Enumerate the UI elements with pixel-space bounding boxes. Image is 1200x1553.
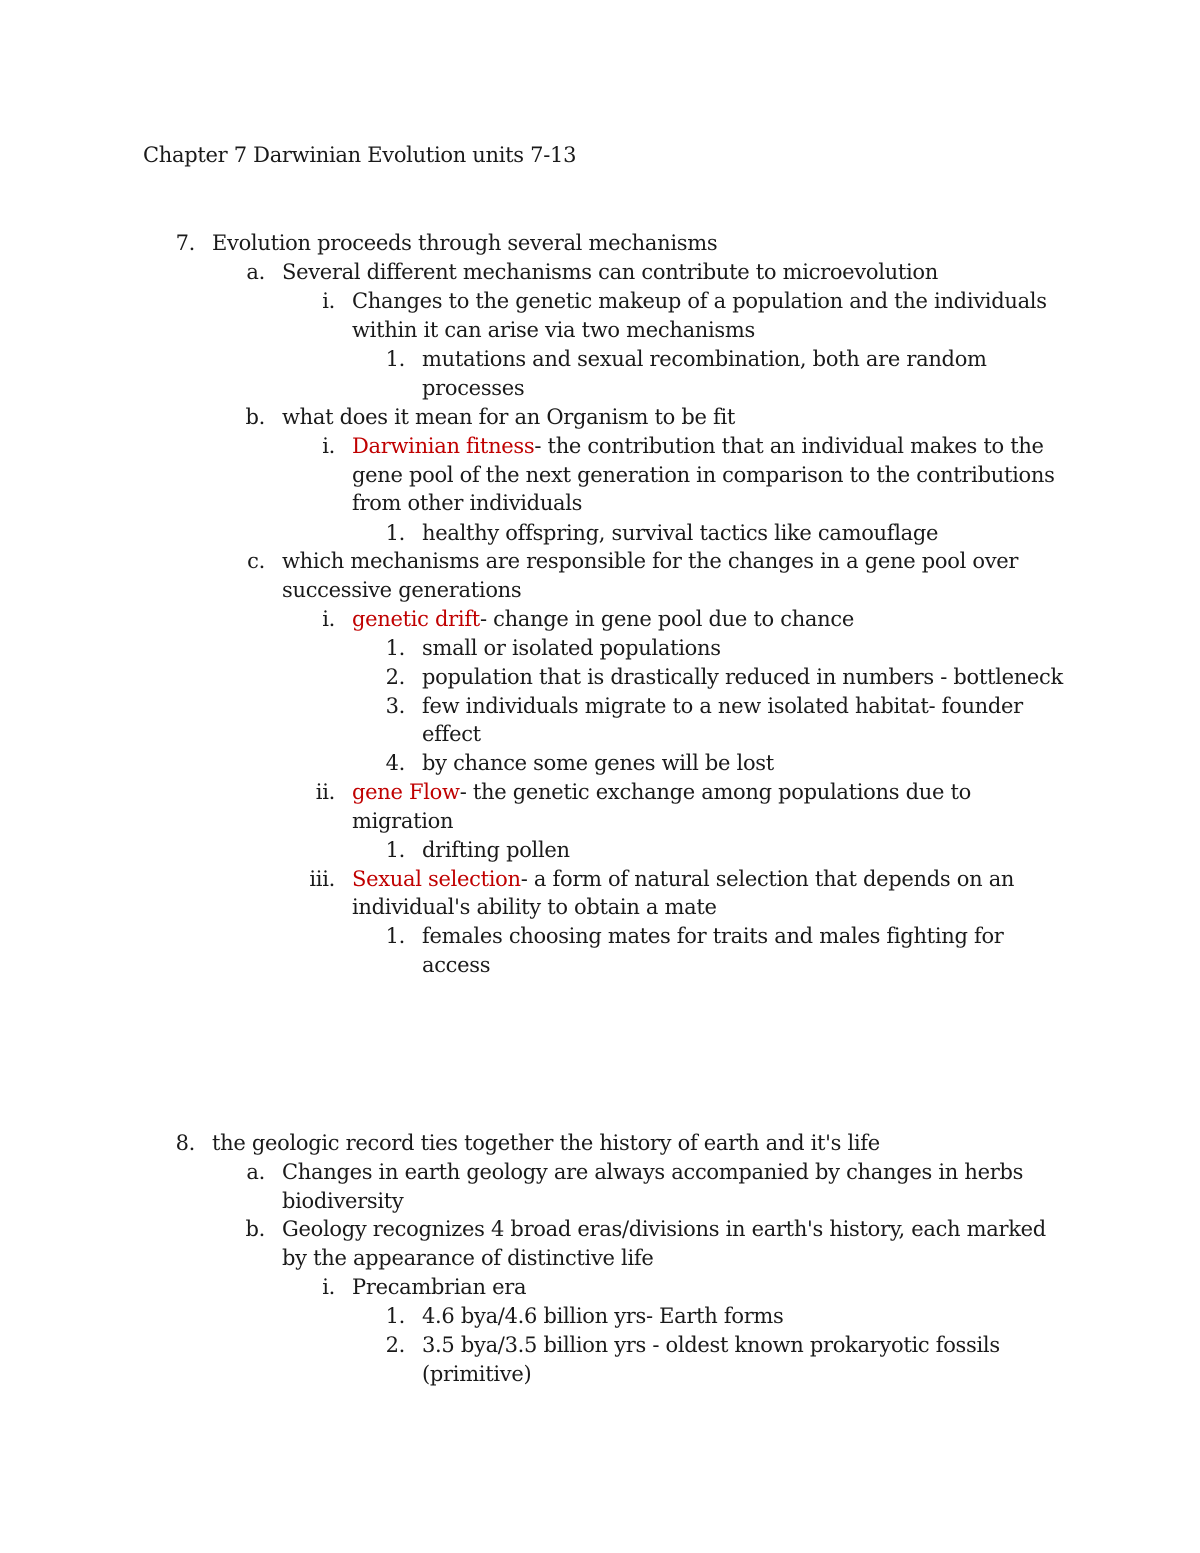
outline-item bbox=[352, 489, 582, 518]
list-marker: iii. bbox=[309, 867, 335, 891]
item-text: by the appearance of distinctive life bbox=[282, 1246, 654, 1270]
outline-item bbox=[422, 374, 524, 403]
list-marker: 2. bbox=[385, 1333, 405, 1357]
key-term: gene Flow bbox=[352, 780, 460, 804]
item-text: processes bbox=[422, 376, 525, 400]
outline-item bbox=[385, 519, 939, 548]
item-text: Precambrian era bbox=[352, 1275, 527, 1299]
item-text: successive generations bbox=[282, 578, 522, 602]
outline-item bbox=[352, 316, 755, 345]
list-marker: 4. bbox=[385, 751, 405, 775]
item-text: mutations and sexual recombination, both are random bbox=[422, 347, 987, 371]
item-text: small or isolated populations bbox=[422, 636, 721, 660]
item-text: which mechanisms are responsible for the changes in a gene pool over bbox=[282, 549, 1019, 573]
list-marker: 2. bbox=[385, 665, 405, 689]
item-text: (primitive) bbox=[422, 1362, 532, 1386]
list-marker: 3. bbox=[385, 694, 405, 718]
outline-item bbox=[385, 749, 774, 778]
list-marker: ii. bbox=[315, 780, 335, 804]
outline-item bbox=[352, 461, 1055, 490]
item-text: Changes to the genetic makeup of a population and the individuals bbox=[352, 289, 1047, 313]
outline-item bbox=[322, 287, 1047, 316]
item-text: from other individuals bbox=[352, 491, 583, 515]
outline-item bbox=[352, 807, 453, 836]
item-text: what does it mean for an Organism to be fit bbox=[282, 405, 735, 429]
list-marker: 8. bbox=[175, 1131, 195, 1155]
item-text: - the contribution that an individual makes to the bbox=[534, 434, 1044, 458]
outline-item bbox=[282, 1244, 653, 1273]
item-text: Changes in earth geology are always accompanied by changes in herbs bbox=[282, 1160, 1024, 1184]
list-marker: 1. bbox=[385, 838, 405, 862]
item-text: - a form of natural selection that depends on an bbox=[520, 867, 1015, 891]
key-term: genetic drift bbox=[352, 607, 480, 631]
key-term: Sexual selection bbox=[352, 867, 521, 891]
item-text: - change in gene pool due to chance bbox=[479, 607, 854, 631]
item-text: gene pool of the next generation in comparison to the contributions bbox=[352, 463, 1055, 487]
item-text: within it can arise via two mechanisms bbox=[352, 318, 756, 342]
outline-item bbox=[322, 1273, 527, 1302]
item-text: females choosing mates for traits and males fighting for bbox=[422, 924, 1004, 948]
outline-item bbox=[385, 1331, 1000, 1360]
item-text: Several different mechanisms can contribute to microevolution bbox=[282, 260, 938, 284]
item-text: Geology recognizes 4 broad eras/divisions in earth's history, each marked bbox=[282, 1217, 1046, 1241]
item-text: - the genetic exchange among populations due to bbox=[459, 780, 971, 804]
item-text: access bbox=[422, 953, 491, 977]
list-marker: i. bbox=[322, 434, 335, 458]
list-marker: 1. bbox=[385, 347, 405, 371]
outline-item bbox=[282, 576, 521, 605]
outline-item bbox=[322, 605, 854, 634]
outline-item bbox=[352, 893, 717, 922]
item-text: population that is drastically reduced in numbers - bottleneck bbox=[422, 665, 1063, 689]
outline-item bbox=[246, 1158, 1024, 1187]
outline-item bbox=[282, 1187, 404, 1216]
outline-item bbox=[245, 403, 735, 432]
outline-item bbox=[385, 836, 570, 865]
list-marker: a. bbox=[246, 1160, 265, 1184]
outline-item bbox=[322, 432, 1044, 461]
item-text: Evolution proceeds through several mechanisms bbox=[212, 231, 718, 255]
item-text: healthy offspring, survival tactics like camouflage bbox=[422, 521, 939, 545]
item-text: effect bbox=[422, 722, 481, 746]
list-marker: i. bbox=[322, 289, 335, 313]
list-marker: b. bbox=[245, 405, 265, 429]
item-text: drifting pollen bbox=[422, 838, 570, 862]
outline-item bbox=[247, 547, 1019, 576]
outline-item bbox=[422, 720, 481, 749]
outline-item bbox=[422, 1360, 531, 1389]
item-text: migration bbox=[352, 809, 454, 833]
outline-item bbox=[175, 229, 718, 258]
item-text: 3.5 bya/3.5 billion yrs - oldest known prokaryotic fossils bbox=[422, 1333, 1000, 1357]
list-marker: 1. bbox=[385, 924, 405, 948]
item-text: biodiversity bbox=[282, 1189, 404, 1213]
item-text: by chance some genes will be lost bbox=[422, 751, 774, 775]
item-text: 4.6 bya/4.6 billion yrs- Earth forms bbox=[422, 1304, 784, 1328]
list-marker: i. bbox=[322, 1275, 335, 1299]
outline-item bbox=[175, 1129, 880, 1158]
outline-item bbox=[385, 692, 1023, 721]
item-text: the geologic record ties together the history of earth and it's life bbox=[212, 1131, 880, 1155]
item-text: few individuals migrate to a new isolated habitat- founder bbox=[422, 694, 1023, 718]
outline-item bbox=[422, 951, 490, 980]
item-text: individual's ability to obtain a mate bbox=[352, 895, 717, 919]
list-marker: 1. bbox=[385, 1304, 405, 1328]
list-marker: 1. bbox=[385, 636, 405, 660]
list-marker: 7. bbox=[175, 231, 195, 255]
list-marker: i. bbox=[322, 607, 335, 631]
outline-item bbox=[246, 258, 938, 287]
document-title: Chapter 7 Darwinian Evolution units 7-13 bbox=[143, 143, 577, 167]
outline-item bbox=[385, 922, 1004, 951]
list-marker: b. bbox=[245, 1217, 265, 1241]
outline-item bbox=[245, 1215, 1046, 1244]
outline-item bbox=[385, 663, 1063, 692]
list-marker: c. bbox=[247, 549, 265, 573]
outline-item bbox=[385, 634, 721, 663]
outline-item bbox=[315, 778, 971, 807]
outline-item bbox=[385, 1302, 784, 1331]
key-term: Darwinian fitness bbox=[352, 434, 535, 458]
list-marker: a. bbox=[246, 260, 265, 284]
outline-item bbox=[385, 345, 987, 374]
outline-item bbox=[309, 865, 1015, 894]
list-marker: 1. bbox=[385, 521, 405, 545]
